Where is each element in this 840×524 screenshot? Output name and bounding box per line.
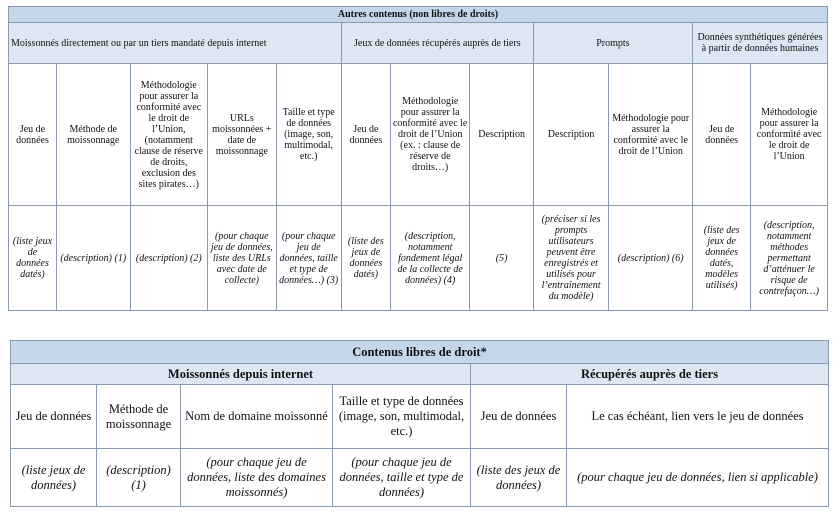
group-header-prompts: Prompts [533, 23, 692, 64]
table-cell: (pour chaque jeu de données, taille et type de données) [333, 449, 471, 507]
column-header: Nom de domaine moissonné [181, 385, 333, 449]
table-cell: (pour chaque jeu de données, taille et type de données…) (3) [276, 206, 341, 311]
table-cell: (liste jeux de données) [11, 449, 97, 507]
group-header-harvested: Moissonnés directement ou par un tiers mandaté depuis internet [9, 23, 342, 64]
non-free-content-table [8, 6, 828, 311]
column-header: Méthode de moissonnage [56, 64, 130, 206]
table-cell: (liste des jeux de données datés, modèles utilisés) [693, 206, 751, 311]
free-content-table [10, 340, 829, 507]
group-header-harvested: Moissonnés depuis internet [11, 364, 471, 385]
column-header: Méthodologie pour assurer la conformité avec le droit de l’Union, (notamment clause de réserve de droits, exclusion des sites pirates…) [130, 64, 208, 206]
column-header: Jeu de données [11, 385, 97, 449]
table-title: Contenus libres de droit* [11, 341, 829, 364]
column-header: Jeu de données [341, 64, 390, 206]
table-title: Autres contenus (non libres de droits) [9, 7, 828, 23]
table-cell: (pour chaque jeu de données, liste des domaines moissonnés) [181, 449, 333, 507]
column-header: Jeu de données [693, 64, 751, 206]
table-cell: (description) (6) [609, 206, 693, 311]
table-cell: (liste des jeux de données datés) [341, 206, 390, 311]
table-cell: (pour chaque jeu de données, liste des URLs avec date de collecte) [208, 206, 276, 311]
column-header: Jeu de données [9, 64, 57, 206]
column-header: Méthodologie pour assurer la conformité avec le droit de l’Union [751, 64, 828, 206]
column-header: Description [470, 64, 533, 206]
table-cell: (description) (1) [56, 206, 130, 311]
table-cell: (description, notamment fondement légal de la collecte de données) (4) [390, 206, 470, 311]
column-header: Taille et type de données (image, son, multimodal, etc.) [276, 64, 341, 206]
table-cell: (liste jeux de données datés) [9, 206, 57, 311]
group-header-synthetic: Données synthétiques générées à partir de données humaines [693, 23, 828, 64]
column-header: Méthode de moissonnage [97, 385, 181, 449]
table-cell: (description, notamment méthodes permettant d’atténuer le risque de contrefaçon…) [751, 206, 828, 311]
column-header: Méthodologie pour assurer la conformité avec le droit de l’Union (ex. : clause de réserve de droits…) [390, 64, 470, 206]
table-cell: (description) (2) [130, 206, 208, 311]
table-cell: (pour chaque jeu de données, lien si applicable) [567, 449, 829, 507]
column-header: Jeu de données [471, 385, 567, 449]
group-header-third-party: Récupérés auprès de tiers [471, 364, 829, 385]
table-cell: (préciser si les prompts utilisateurs peuvent être enregistrés et utilisés pour l’entraînement du modèle) [533, 206, 609, 311]
column-header: URLs moissonnées + date de moissonnage [208, 64, 276, 206]
table-cell: (liste des jeux de données) [471, 449, 567, 507]
column-header: Taille et type de données (image, son, multimodal, etc.) [333, 385, 471, 449]
column-header: Description [533, 64, 609, 206]
column-header: Méthodologie pour assurer la conformité avec le droit de l’Union [609, 64, 693, 206]
table-cell: (5) [470, 206, 533, 311]
column-header: Le cas échéant, lien vers le jeu de données [567, 385, 829, 449]
table-cell: (description) (1) [97, 449, 181, 507]
group-header-third-party: Jeux de données récupérés auprès de tiers [341, 23, 533, 64]
